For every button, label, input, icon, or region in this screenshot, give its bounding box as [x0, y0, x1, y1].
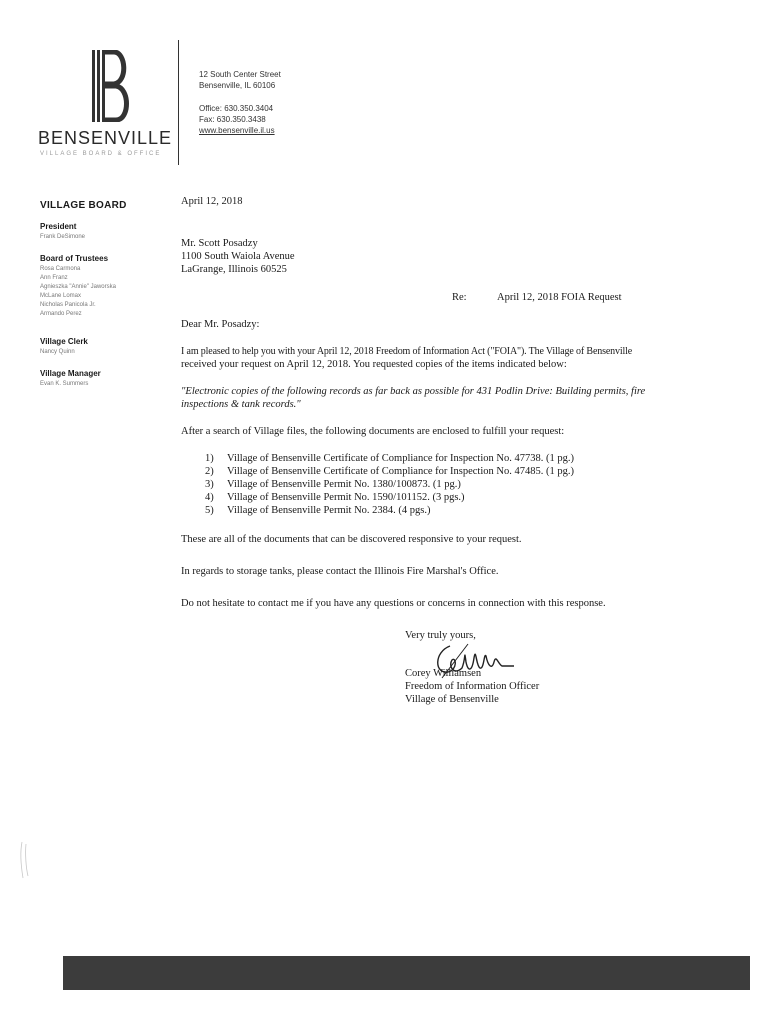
list-item-number: 3) [205, 479, 214, 490]
request-quote-line2: inspections & tank records." [181, 399, 301, 410]
manager-heading: Village Manager [40, 369, 101, 378]
clerk-name: Nancy Quinn [40, 349, 75, 355]
manager-name: Evan K. Summers [40, 381, 89, 387]
bensenville-logo-icon [92, 50, 132, 122]
list-item: Village of Bensenville Permit No. 1590/101152. (3 pgs.) [227, 492, 465, 503]
scan-footer-bar [63, 956, 750, 990]
header-divider [178, 40, 179, 165]
trustee-name: Armando Perez [40, 311, 82, 317]
clerk-heading: Village Clerk [40, 337, 88, 346]
list-item-number: 5) [205, 505, 214, 516]
re-label: Re: [452, 292, 467, 303]
trustee-name: Nicholas Panicola Jr. [40, 302, 96, 308]
office-phone: Office: 630.350.3404 [199, 104, 274, 113]
list-item: Village of Bensenville Permit No. 1380/100873. (1 pg.) [227, 479, 461, 490]
signer-name: Corey Williamsen [405, 668, 482, 679]
trustee-name: Ann Franz [40, 275, 68, 281]
trustees-heading: Board of Trustees [40, 254, 109, 263]
salutation: Dear Mr. Posadzy: [181, 319, 260, 330]
list-item: Village of Bensenville Certificate of Compliance for Inspection No. 47738. (1 pg.) [227, 453, 574, 464]
scan-speck-icon [18, 840, 32, 880]
list-item-number: 2) [205, 466, 214, 477]
list-item: Village of Bensenville Certificate of Compliance for Inspection No. 47485. (1 pg.) [227, 466, 574, 477]
sidebar-title: VILLAGE BOARD [40, 200, 127, 211]
brand-name: BENSENVILLE [38, 128, 173, 148]
recipient-city: LaGrange, Illinois 60525 [181, 264, 287, 275]
paragraph-storage-tanks: In regards to storage tanks, please contact the Illinois Fire Marshal's Office. [181, 566, 499, 577]
trustee-name: Agnieszka "Annie" Jaworska [40, 284, 116, 290]
paragraph-contact: Do not hesitate to contact me if you have any questions or concerns in connection with this response. [181, 598, 606, 609]
website-link[interactable]: www.bensenville.il.us [199, 126, 275, 135]
fax-number: Fax: 630.350.3438 [199, 115, 266, 124]
recipient-name: Mr. Scott Posadzy [181, 238, 258, 249]
brand-tagline: VILLAGE BOARD & OFFICE [40, 151, 162, 157]
signer-title: Freedom of Information Officer [405, 681, 540, 692]
re-subject: April 12, 2018 FOIA Request [497, 292, 622, 303]
list-item-number: 4) [205, 492, 214, 503]
paragraph-responsive: These are all of the documents that can be discovered responsive to your request. [181, 534, 522, 545]
closing: Very truly yours, [405, 630, 476, 641]
recipient-street: 1100 South Waiola Avenue [181, 251, 295, 262]
address-line-1: 12 South Center Street [199, 70, 281, 79]
address-line-2: Bensenville, IL 60106 [199, 81, 276, 90]
list-item: Village of Bensenville Permit No. 2384. (4 pgs.) [227, 505, 431, 516]
list-item-number: 1) [205, 453, 214, 464]
signer-organization: Village of Bensenville [405, 694, 499, 705]
trustee-name: Rosa Carmona [40, 266, 81, 272]
letter-date: April 12, 2018 [181, 196, 243, 207]
president-heading: President [40, 222, 77, 231]
president-name: Frank DeSimone [40, 234, 86, 240]
request-quote-line1: "Electronic copies of the following records as far back as possible for 431 Podlin Drive: Building permits, fire [181, 386, 646, 397]
trustee-name: McLane Lomax [40, 293, 82, 299]
paragraph-intro-line1: I am pleased to help you with your April 12, 2018 Freedom of Information Act ("FOIA"). The Village of Bensenville [181, 346, 632, 357]
paragraph-intro-line2: received your request on April 12, 2018. You requested copies of the items indicated below: [181, 359, 567, 370]
paragraph-search: After a search of Village files, the following documents are enclosed to fulfill your request: [181, 426, 565, 437]
